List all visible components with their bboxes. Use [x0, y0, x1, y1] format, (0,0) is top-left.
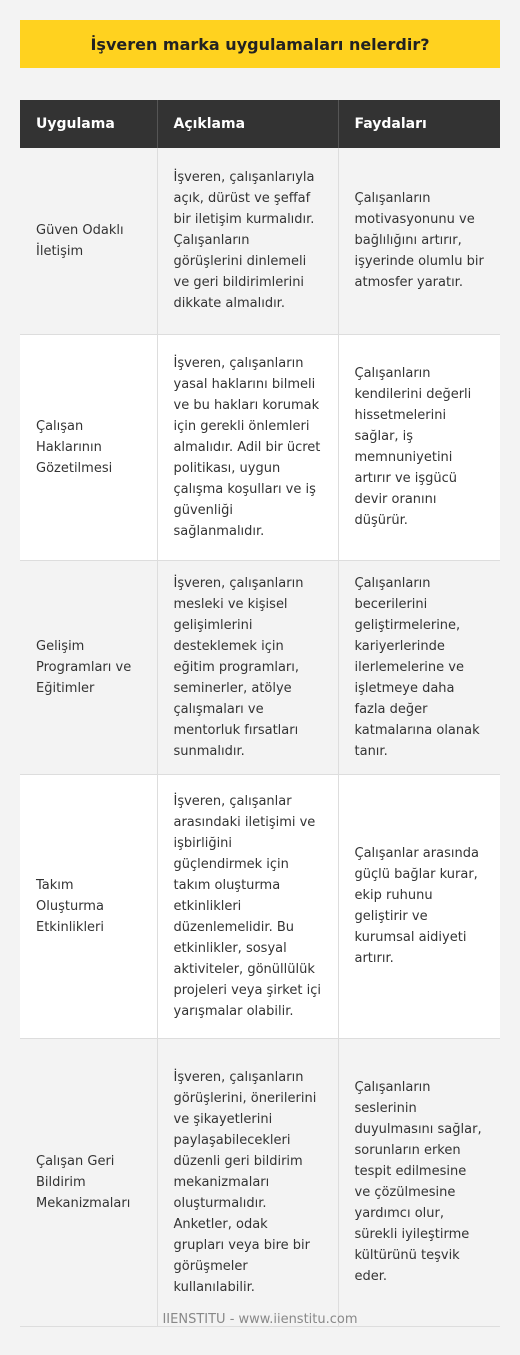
cell-aciklama: İşveren, çalışanların görüşlerini, önerilerini ve şikayetlerini paylaşabilecekleri düzenli geri bildirim mekanizmaları oluşturmalıdır. Anketler, odak grupları veya bire bir görüşmeler kullanılabilir. — [157, 1038, 338, 1326]
table-row — [20, 148, 500, 334]
table-row — [20, 334, 500, 560]
table-header-row — [20, 100, 500, 148]
cell-faydalari: Çalışanlar arasında güçlü bağlar kurar, ekip ruhunu geliştirir ve kurumsal aidiyeti artırır. — [338, 774, 500, 1038]
comparison-table — [20, 100, 500, 1327]
comparison-table-container — [20, 100, 500, 1327]
cell-uygulama: Çalışan Geri Bildirim Mekanizmaları — [20, 1038, 157, 1326]
cell-faydalari: Çalışanların seslerinin duyulmasını sağlar, sorunların erken tespit edilmesine ve çözülmesine yardımcı olur, sürekli iyileştirme kültürünü teşvik eder. — [338, 1038, 500, 1326]
header-aciklama: Açıklama — [157, 100, 338, 148]
cell-aciklama: İşveren, çalışanların mesleki ve kişisel gelişimlerini desteklemek için eğitim programları, seminerler, atölye çalışmaları ve mentorluk fırsatları sunmalıdır. — [157, 560, 338, 774]
table-row — [20, 1038, 500, 1326]
header-uygulama: Uygulama — [20, 100, 157, 148]
footer-source: IIENSTITU - www.iienstitu.com — [162, 1312, 358, 1327]
cell-uygulama: Çalışan Haklarının Gözetilmesi — [20, 334, 157, 560]
cell-aciklama: İşveren, çalışanlarıyla açık, dürüst ve şeffaf bir iletişim kurmalıdır. Çalışanların görüşlerini dinlemeli ve geri bildirimlerini dikkate almalıdır. — [157, 148, 338, 334]
cell-aciklama: İşveren, çalışanların yasal haklarını bilmeli ve bu hakları korumak için gerekli önlemleri almalıdır. Adil bir ücret politikası, uygun çalışma koşulları ve iş güvenliği sağlanmalıdır. — [157, 334, 338, 560]
table-row — [20, 560, 500, 774]
cell-uygulama: Güven Odaklı İletişim — [20, 148, 157, 334]
cell-faydalari: Çalışanların becerilerini geliştirmelerine, kariyerlerinde ilerlemelerine ve işletmeye daha fazla değer katmalarına olanak tanır. — [338, 560, 500, 774]
cell-aciklama: İşveren, çalışanlar arasındaki iletişimi ve işbirliğini güçlendirmek için takım oluşturma etkinlikleri düzenlemelidir. Bu etkinlikler, sosyal aktiviteler, gönüllülük projeleri veya şirket içi yarışmalar olabilir. — [157, 774, 338, 1038]
page-title: İşveren marka uygulamaları nelerdir? — [20, 20, 500, 68]
cell-uygulama: Takım Oluşturma Etkinlikleri — [20, 774, 157, 1038]
cell-uygulama: Gelişim Programları ve Eğitimler — [20, 560, 157, 774]
cell-faydalari: Çalışanların motivasyonunu ve bağlılığını artırır, işyerinde olumlu bir atmosfer yaratır. — [338, 148, 500, 334]
header-faydalari: Faydaları — [338, 100, 500, 148]
cell-faydalari: Çalışanların kendilerini değerli hissetmelerini sağlar, iş memnuniyetini artırır ve işgücü devir oranını düşürür. — [338, 334, 500, 560]
table-row — [20, 774, 500, 1038]
